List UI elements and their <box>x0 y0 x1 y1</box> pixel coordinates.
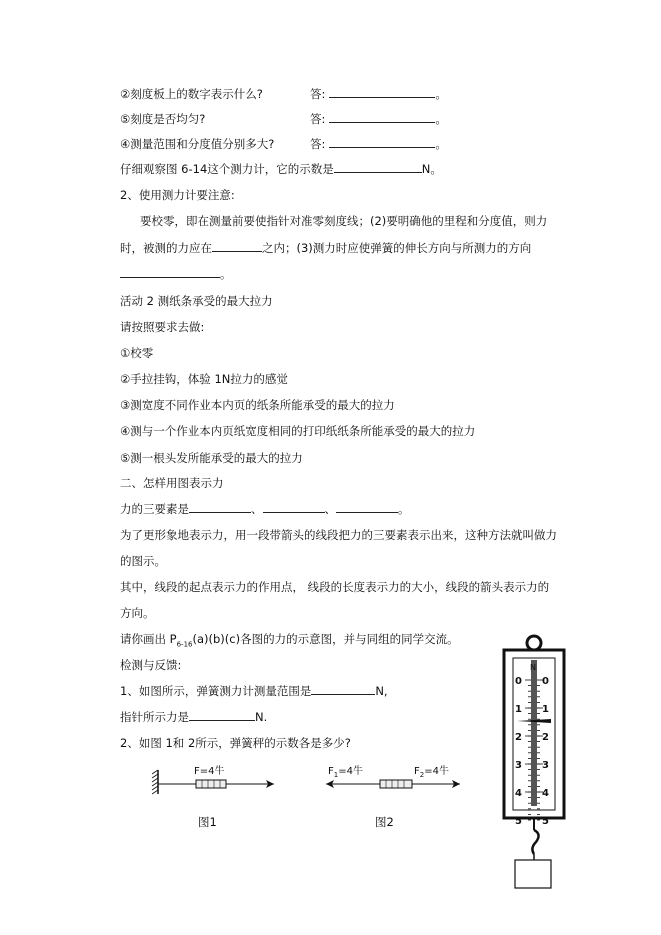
meaning-para-1: 其中，线段的起点表示力的作用点， 线段的长度表示力的大小，线段的箭头表示力的 <box>120 580 550 594</box>
three-elements-line: 力的三要素是 、 、 。 <box>120 502 410 516</box>
scale-number: 2 <box>515 732 522 743</box>
figure-1-caption: 图1 <box>198 815 217 829</box>
scale-number: 1 <box>515 704 522 715</box>
scale-number: 1 <box>542 704 549 715</box>
direction-blank[interactable] <box>120 266 220 278</box>
hanging-weight <box>515 860 551 888</box>
feedback-title: 检测与反馈: <box>120 658 182 672</box>
activity-title: 活动 2 测纸条承受的最大拉力 <box>120 294 273 308</box>
question-2: ②刻度板上的数字表示什么? <box>120 87 263 101</box>
answer-2: 答: 。 <box>310 87 447 101</box>
figure-2-caption: 图2 <box>375 815 394 829</box>
scale-number: 2 <box>542 732 549 743</box>
spring-scale-body <box>380 780 412 788</box>
spring-scale-body <box>196 780 226 788</box>
element-blank-3[interactable] <box>336 501 398 513</box>
force-label: F=4牛 <box>194 766 225 777</box>
section-2-title: 二、怎样用图表示力 <box>120 476 224 490</box>
answer-blank[interactable] <box>329 86 435 98</box>
notes-line-3: 。 <box>120 266 232 282</box>
question-5: ⑤刻度是否均匀? <box>120 112 206 126</box>
step-1: ①校零 <box>120 346 154 360</box>
diagram-para-1: 为了更形象地表示力，用一段带箭头的线段把力的三要素表示出来，这种方法就叫做力 <box>120 528 557 542</box>
scale-number: 0 <box>542 676 549 687</box>
hook <box>532 830 538 854</box>
unit-label: N <box>530 663 536 672</box>
range-blank[interactable] <box>212 240 262 252</box>
spring-slot <box>531 660 537 806</box>
diagram-para-2: 的图示。 <box>120 554 166 568</box>
notes-line-1: 要校零，即在测量前要使指针对准零刻度线；(2)要明确他的里程和分度值，则力 <box>140 214 548 228</box>
element-blank-1[interactable] <box>189 501 251 513</box>
spring-scale <box>495 632 575 894</box>
answer-blank[interactable] <box>329 111 435 123</box>
scale-number: 3 <box>542 760 549 771</box>
f2-label: $F_2=4$牛 <box>414 766 449 779</box>
wall-hatch <box>152 770 158 794</box>
step-2: ②手拉挂钩，体验 1N拉力的感觉 <box>120 372 288 386</box>
step-4: ④测与一个作业本内页纸宽度相同的打印纸纸条所能承受的最大的拉力 <box>120 424 476 438</box>
feedback-2: 2、如图 1和 2所示，弹簧秤的示数各是多少? <box>120 736 351 750</box>
scale-number: 4 <box>542 788 549 799</box>
observe-line: 仔细观察图 6-14这个测力计，它的示数是 N。 <box>120 162 442 176</box>
feedback-1b: 指针所示力是 N. <box>120 710 268 724</box>
top-ring <box>527 636 541 650</box>
reading-answer-blank[interactable] <box>189 709 255 721</box>
draw-task: 请你画出 $P_{6-16}(a)(b)(c)$各图的力的示意图，并与同组的同学交流。 <box>120 632 459 649</box>
figure-2 <box>322 762 467 802</box>
meaning-para-2: 方向。 <box>120 606 155 620</box>
answer-blank[interactable] <box>329 136 435 148</box>
question-4: ④测量范围和分度值分别多大? <box>120 137 275 151</box>
figure-1 <box>150 762 290 802</box>
scale-number: 3 <box>515 760 522 771</box>
scale-number: 5 <box>542 816 549 827</box>
scale-number: 0 <box>515 676 522 687</box>
notes-heading: 2、使用测力计要注意: <box>120 188 235 202</box>
scale-number: 5 <box>515 816 522 827</box>
scale-number: 4 <box>515 788 522 799</box>
step-3: ③测宽度不同作业本内页的纸条所能承受的最大的拉力 <box>120 398 395 412</box>
answer-5: 答: 。 <box>310 112 447 126</box>
notes-line-2: 时，被测的力应在 之内；(3)测力时应使弹簧的伸长方向与所测力的方向 <box>120 241 532 255</box>
observe-blank[interactable] <box>334 161 422 173</box>
answer-4: 答: 。 <box>310 137 447 151</box>
range-answer-blank[interactable] <box>311 683 375 695</box>
step-5: ⑤测一根头发所能承受的最大的拉力 <box>120 451 303 465</box>
f1-label: $F_1=4$牛 <box>328 766 363 779</box>
feedback-1: 1、如图所示，弹簧测力计测量范围是 N, <box>120 684 388 698</box>
activity-intro: 请按照要求去做: <box>120 320 205 334</box>
element-blank-2[interactable] <box>263 501 325 513</box>
